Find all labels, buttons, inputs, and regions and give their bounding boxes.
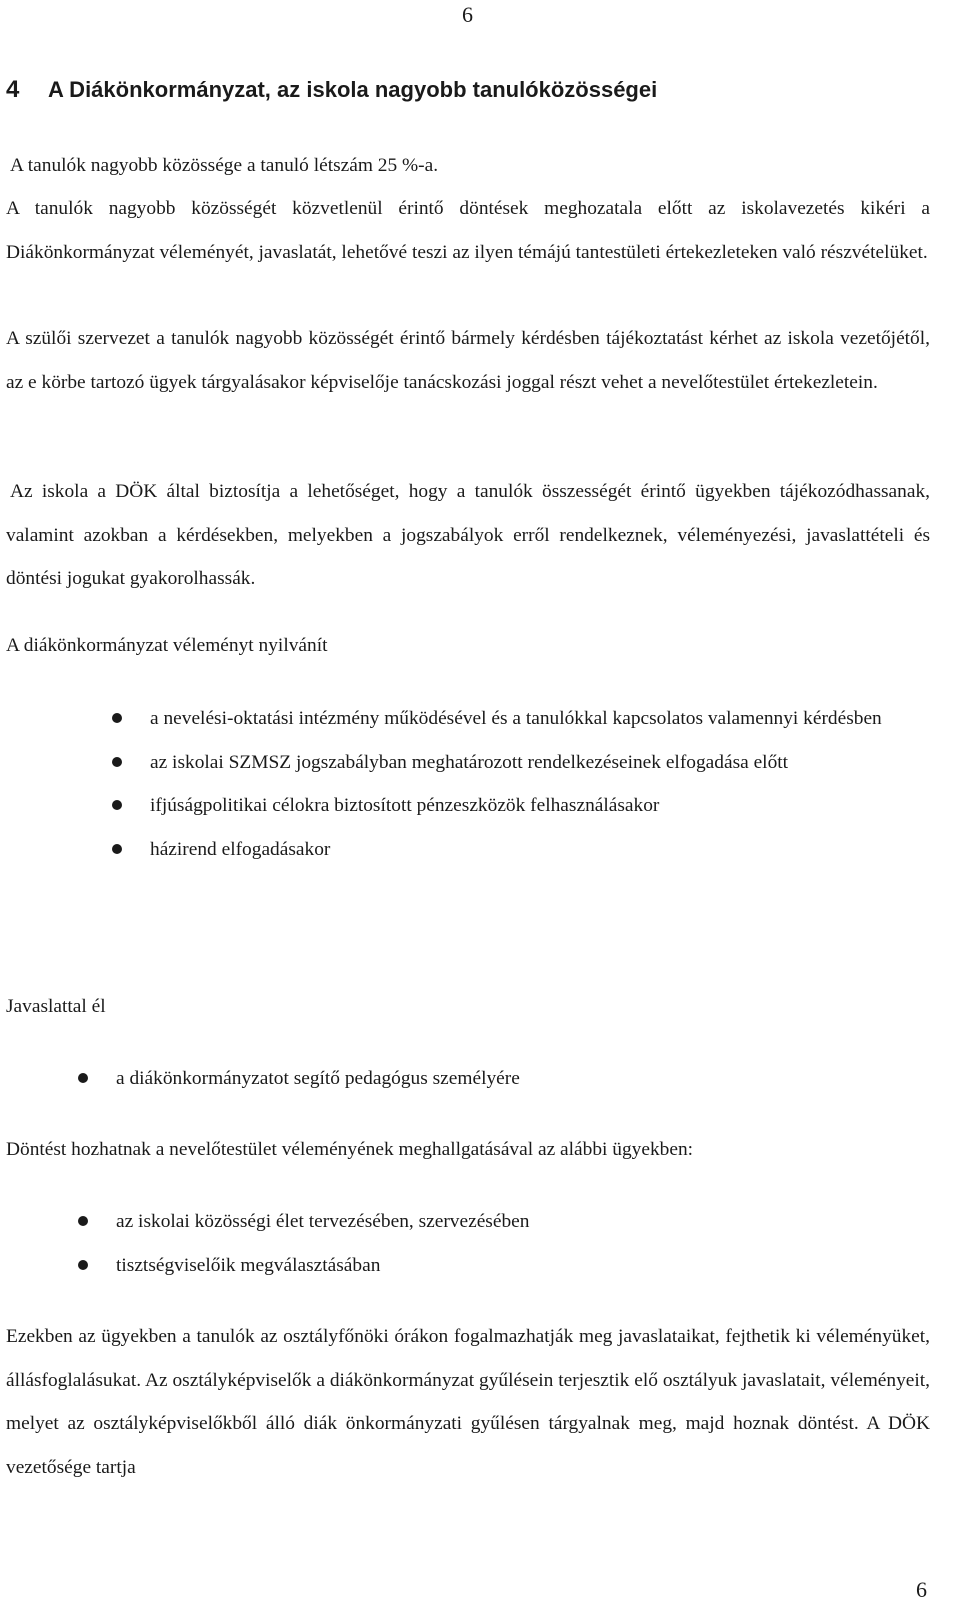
paragraph-class-meetings: Ezekben az ügyekben a tanulók az osztályfőnöki órákon fogalmazhatják meg javaslataikat, fejthetik ki véleményüket, állásfoglalásukat. Az osztályképviselők a diákönkormányzat gyűlésein terjesztik elő osztályuk javaslatait, véleményeit, melyet az osztályképviselőkből álló diák önkormányzati gyűlésen tárgyalnak meg, majd hoznak döntést. A DÖK vezetősége tartja <box>6 1326 930 1478</box>
bullet-icon <box>112 757 122 767</box>
list-item: ifjúságpolitikai célokra biztosított pénzeszközök felhasználásakor <box>150 784 930 828</box>
paragraph-dok-rights: Az iskola a DÖK által biztosítja a lehetőséget, hogy a tanulók összességét érintő ügyekben tájékozódhassanak, valamint azokban a kérdésekben, melyekben a jogszabályok erről rendelkeznek, véleményezési, javaslattételi és döntési jogukat gyakorolhassák. <box>6 481 930 589</box>
list-item: a diákönkormányzatot segítő pedagógus személyére <box>116 1057 930 1101</box>
paragraph-student-community-size: A tanulók nagyobb közössége a tanuló létszám 25 %-a. <box>10 155 439 176</box>
bullet-icon <box>112 844 122 854</box>
section-title: A Diákönkormányzat, az iskola nagyobb tanulóközösségei <box>48 77 658 102</box>
list-item: az iskolai közösségi élet tervezésében, szervezésében <box>116 1200 930 1244</box>
bullet-icon <box>112 713 122 723</box>
paragraph-consultation: A tanulók nagyobb közösségét közvetlenül érintő döntések meghozatala előtt az iskolavezetés kikéri a Diákönkormányzat véleményét, javaslatát, lehetővé teszi az ilyen témájú tantestületi értekezleteken való részvételüket. <box>6 198 930 263</box>
bullet-icon <box>78 1073 88 1083</box>
bullet-icon <box>112 800 122 810</box>
paragraph-decision-intro: Döntést hozhatnak a nevelőtestület véleményének meghallgatásával az alábbi ügyekben: <box>6 1139 694 1160</box>
bullet-icon <box>78 1260 88 1270</box>
list-item: házirend elfogadásakor <box>150 828 930 872</box>
page-number-top: 6 <box>462 2 473 27</box>
list-opinion <box>150 697 930 871</box>
paragraph-opinion-intro: A diákönkormányzat véleményt nyilvánít <box>6 635 328 656</box>
section-heading <box>6 74 657 106</box>
paragraph-proposal-intro: Javaslattal él <box>6 996 106 1017</box>
list-proposal <box>116 1057 930 1101</box>
list-item: tisztségviselőik megválasztásában <box>116 1244 930 1288</box>
bullet-icon <box>78 1216 88 1226</box>
list-item: az iskolai SZMSZ jogszabályban meghatározott rendelkezéseinek elfogadása előtt <box>150 741 930 785</box>
section-number: 4 <box>6 76 20 103</box>
list-decision <box>116 1200 930 1287</box>
page-number-bottom: 6 <box>916 1577 927 1602</box>
list-item: a nevelési-oktatási intézmény működésével és a tanulókkal kapcsolatos valamennyi kérdésben <box>150 697 930 741</box>
paragraph-parents-organization: A szülői szervezet a tanulók nagyobb közösségét érintő bármely kérdésben tájékoztatást kérhet az iskola vezetőjétől, az e körbe tartozó ügyek tárgyalásakor képviselője tanácskozási joggal részt vehet a nevelőtestület értekezletein. <box>6 328 930 393</box>
